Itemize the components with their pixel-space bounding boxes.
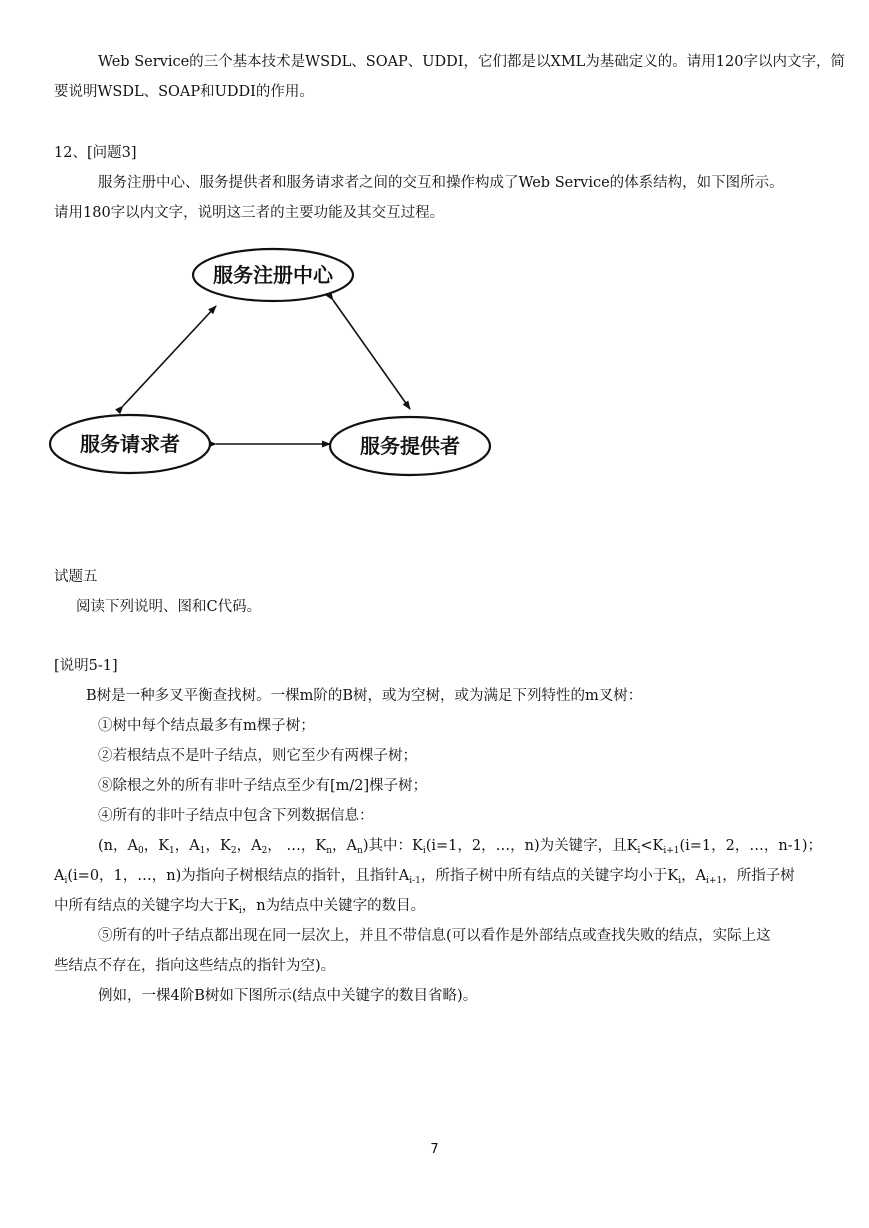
section-title: 试题五: [54, 569, 98, 585]
provider-label: 服务提供者: [360, 434, 460, 458]
paragraph-line: 要说明WSDL、SOAP和UDDI的作用。: [54, 84, 314, 100]
paragraph-line: 服务注册中心、服务提供者和服务请求者之间的交互和操作构成了Web Service的体系结构，如下图所示。: [98, 175, 784, 191]
paragraph-line: 中所有结点的关键字均大于$K_i$，n为结点中关键字的数目。: [54, 898, 426, 916]
list-item: ②若根结点不是叶子结点，则它至少有两棵子树；: [98, 748, 417, 764]
paragraph-line: (n，$A_0$，$K_1$，$A_1$，$K_2$，$A_2$， …，$K_n$，$A_n$)其中：$K_i(i=1$，2，…，n)为关键字，且$K_i<K_{i+1}(i=1$，2，…，n-1)；: [98, 838, 822, 856]
requester-label: 服务请求者: [80, 432, 180, 456]
registry-label: 服务注册中心: [213, 263, 333, 287]
web-service-architecture-diagram: [48, 246, 498, 496]
section-intro: 阅读下列说明、图和C代码。: [76, 599, 262, 615]
list-item: ①树中每个结点最多有m棵子树；: [98, 718, 315, 734]
paragraph-line: 些结点不存在，指向这些结点的指针为空)。: [54, 958, 336, 974]
list-item: ④所有的非叶子结点中包含下列数据信息：: [98, 808, 374, 824]
connector-requester-registry: [123, 306, 216, 406]
paragraph-line: 例如，一棵4阶B树如下图所示(结点中关键字的数目省略)。: [98, 988, 478, 1004]
list-item: ⑧除根之外的所有非叶子结点至少有[m/2]棵子树；: [98, 778, 428, 794]
note-header: [说明5-1]: [54, 658, 118, 674]
list-item: ⑤所有的叶子结点都出现在同一层次上，并且不带信息(可以看作是外部结点或查找失败的结点，实际上这: [98, 928, 771, 944]
paragraph-line: Web Service的三个基本技术是WSDL、SOAP、UDDI，它们都是以XML为基础定义的。请用120字以内文字，简: [98, 54, 845, 70]
paragraph-line: 请用180字以内文字，说明这三者的主要功能及其交互过程。: [54, 205, 445, 221]
question-header: 12、[问题3]: [54, 145, 137, 161]
page-number: 7: [430, 1142, 439, 1157]
paragraph-line: B树是一种多叉平衡查找树。一棵m阶的B树，或为空树，或为满足下列特性的m叉树：: [86, 688, 643, 704]
paragraph-line: $A_i(i=0$，1，…，n)为指向子树根结点的指针，且指针$A_{i-1}$，所指子树中所有结点的关键字均小于$K_i$，$A_{i+1}$，所指子树: [54, 868, 795, 886]
connector-registry-provider: [333, 300, 410, 409]
